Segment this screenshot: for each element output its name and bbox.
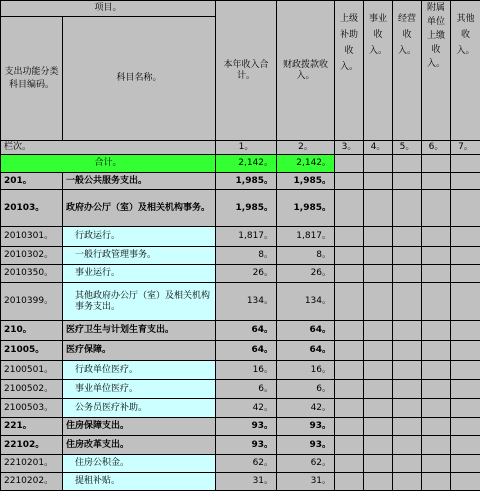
empty-cell (364, 341, 393, 361)
row-code: 2100503。 (1, 399, 63, 418)
empty-cell (451, 321, 480, 341)
empty-cell (451, 399, 480, 418)
empty-cell (422, 341, 451, 361)
row-fiscal: 6。 (277, 380, 335, 399)
table-row (1, 190, 480, 227)
row-name: 提租补贴。 (63, 473, 216, 491)
table-row (1, 227, 480, 247)
empty-cell (364, 380, 393, 399)
row-name: 事业运行。 (63, 265, 216, 283)
empty-cell (451, 418, 480, 436)
row-code: 22102。 (1, 436, 63, 455)
row-income: 62。 (216, 455, 277, 473)
seq-7: 7。 (451, 141, 480, 155)
empty-cell (335, 190, 364, 227)
header-name: 科目名称。 (63, 17, 216, 141)
empty-cell (451, 247, 480, 265)
row-income: 26。 (216, 265, 277, 283)
seq-1: 1。 (216, 141, 277, 155)
empty-cell (451, 361, 480, 380)
row-income: 8。 (216, 247, 277, 265)
row-income: 1,985。 (216, 190, 277, 227)
header-income-total: 本年收入合计。 (216, 1, 277, 141)
table-row (1, 455, 480, 473)
empty-cell (335, 399, 364, 418)
empty-cell (364, 247, 393, 265)
table-row (1, 418, 480, 436)
table-row (1, 399, 480, 418)
empty-cell (335, 155, 364, 173)
table-row (1, 265, 480, 283)
empty-cell (335, 361, 364, 380)
row-code: 21005。 (1, 341, 63, 361)
empty-cell (451, 265, 480, 283)
row-fiscal: 1,985。 (277, 190, 335, 227)
empty-cell (335, 455, 364, 473)
empty-cell (393, 155, 422, 173)
empty-cell (364, 436, 393, 455)
empty-cell (422, 361, 451, 380)
empty-cell (364, 265, 393, 283)
row-code: 201。 (1, 173, 63, 190)
empty-cell (364, 321, 393, 341)
empty-cell (422, 473, 451, 491)
empty-cell (422, 455, 451, 473)
row-income: 1,817。 (216, 227, 277, 247)
empty-cell (422, 321, 451, 341)
row-code: 20103。 (1, 190, 63, 227)
empty-cell (451, 473, 480, 491)
header-business: 事业收入。 (364, 1, 393, 141)
header-code: 支出功能分类科目编码。 (1, 17, 63, 141)
empty-cell (393, 341, 422, 361)
empty-cell (393, 247, 422, 265)
row-fiscal: 26。 (277, 265, 335, 283)
header-operating: 经营收入。 (393, 1, 422, 141)
row-name: 政府办公厅（室）及相关机构事务。 (63, 190, 216, 227)
row-fiscal: 64。 (277, 341, 335, 361)
empty-cell (451, 455, 480, 473)
row-fiscal: 1,817。 (277, 227, 335, 247)
table-body (1, 173, 480, 491)
header-affiliate: 附属单位上缴收入。 (422, 1, 451, 141)
empty-cell (422, 265, 451, 283)
empty-cell (364, 399, 393, 418)
table-row (1, 341, 480, 361)
empty-cell (335, 265, 364, 283)
empty-cell (364, 283, 393, 321)
empty-cell (422, 399, 451, 418)
header-fiscal: 财政拨款收入。 (277, 1, 335, 141)
empty-cell (422, 227, 451, 247)
header-superior: 上级补助收入。 (335, 1, 364, 141)
empty-cell (335, 436, 364, 455)
empty-cell (451, 380, 480, 399)
seq-6: 6。 (422, 141, 451, 155)
row-name: 住房保障支出。 (63, 418, 216, 436)
empty-cell (393, 380, 422, 399)
empty-cell (422, 173, 451, 190)
row-name: 行政单位医疗。 (63, 361, 216, 380)
row-code: 2010350。 (1, 265, 63, 283)
empty-cell (335, 173, 364, 190)
row-income: 93。 (216, 418, 277, 436)
row-fiscal: 31。 (277, 473, 335, 491)
table-row (1, 321, 480, 341)
seq-2: 2。 (277, 141, 335, 155)
empty-cell (422, 418, 451, 436)
table-row (1, 283, 480, 321)
empty-cell (393, 455, 422, 473)
empty-cell (364, 227, 393, 247)
empty-cell (451, 173, 480, 190)
row-code: 2010302。 (1, 247, 63, 265)
empty-cell (393, 227, 422, 247)
row-name: 事业单位医疗。 (63, 380, 216, 399)
empty-cell (422, 155, 451, 173)
row-code: 2210202。 (1, 473, 63, 491)
row-income: 6。 (216, 380, 277, 399)
table-row (1, 473, 480, 491)
row-name: 一般行政管理事务。 (63, 247, 216, 265)
row-fiscal: 16。 (277, 361, 335, 380)
empty-cell (451, 283, 480, 321)
empty-cell (335, 321, 364, 341)
row-income: 64。 (216, 341, 277, 361)
empty-cell (393, 436, 422, 455)
row-income: 64。 (216, 321, 277, 341)
empty-cell (451, 190, 480, 227)
row-name: 住房公积金。 (63, 455, 216, 473)
empty-cell (393, 361, 422, 380)
row-fiscal: 64。 (277, 321, 335, 341)
row-code: 2210201。 (1, 455, 63, 473)
row-income: 134。 (216, 283, 277, 321)
empty-cell (364, 190, 393, 227)
table-row (1, 361, 480, 380)
empty-cell (393, 265, 422, 283)
row-name: 住房改革支出。 (63, 436, 216, 455)
empty-cell (393, 473, 422, 491)
empty-cell (393, 283, 422, 321)
empty-cell (335, 418, 364, 436)
empty-cell (422, 283, 451, 321)
row-fiscal: 93。 (277, 418, 335, 436)
row-fiscal: 42。 (277, 399, 335, 418)
seq-3: 3。 (335, 141, 364, 155)
row-code: 2100501。 (1, 361, 63, 380)
row-income: 31。 (216, 473, 277, 491)
empty-cell (364, 473, 393, 491)
empty-cell (393, 418, 422, 436)
empty-cell (451, 227, 480, 247)
empty-cell (364, 455, 393, 473)
empty-cell (422, 190, 451, 227)
seq-4: 4。 (364, 141, 393, 155)
empty-cell (451, 155, 480, 173)
table-row (1, 247, 480, 265)
row-fiscal: 134。 (277, 283, 335, 321)
empty-cell (364, 155, 393, 173)
table-row (1, 380, 480, 399)
row-income: 42。 (216, 399, 277, 418)
empty-cell (335, 380, 364, 399)
table-row (1, 173, 480, 190)
row-code: 210。 (1, 321, 63, 341)
seq-5: 5。 (393, 141, 422, 155)
empty-cell (393, 190, 422, 227)
seq-label: 栏次。 (1, 141, 216, 155)
row-name: 其他政府办公厅（室）及相关机构事务支出。 (63, 283, 216, 321)
row-name: 公务员医疗补助。 (63, 399, 216, 418)
row-income: 93。 (216, 436, 277, 455)
empty-cell (422, 436, 451, 455)
empty-cell (422, 247, 451, 265)
empty-cell (335, 247, 364, 265)
empty-cell (364, 361, 393, 380)
total-fiscal: 2,142。 (277, 155, 335, 173)
empty-cell (335, 227, 364, 247)
empty-cell (393, 399, 422, 418)
row-name: 一般公共服务支出。 (63, 173, 216, 190)
row-code: 2010301。 (1, 227, 63, 247)
row-code: 221。 (1, 418, 63, 436)
row-fiscal: 8。 (277, 247, 335, 265)
row-fiscal: 62。 (277, 455, 335, 473)
total-label: 合计。 (1, 155, 216, 173)
header-other: 其他收入。 (451, 1, 480, 141)
row-name: 行政运行。 (63, 227, 216, 247)
empty-cell (364, 418, 393, 436)
empty-cell (451, 436, 480, 455)
row-code: 2010399。 (1, 283, 63, 321)
empty-cell (422, 380, 451, 399)
empty-cell (335, 341, 364, 361)
empty-cell (335, 283, 364, 321)
empty-cell (393, 321, 422, 341)
empty-cell (393, 173, 422, 190)
empty-cell (451, 341, 480, 361)
empty-cell (335, 473, 364, 491)
empty-cell (364, 173, 393, 190)
row-fiscal: 93。 (277, 436, 335, 455)
row-name: 医疗保障。 (63, 341, 216, 361)
total-income: 2,142。 (216, 155, 277, 173)
row-income: 1,985。 (216, 173, 277, 190)
row-code: 2100502。 (1, 380, 63, 399)
row-name: 医疗卫生与计划生育支出。 (63, 321, 216, 341)
header-project: 项目。 (1, 1, 216, 17)
row-income: 16。 (216, 361, 277, 380)
table-row (1, 436, 480, 455)
row-fiscal: 1,985。 (277, 173, 335, 190)
